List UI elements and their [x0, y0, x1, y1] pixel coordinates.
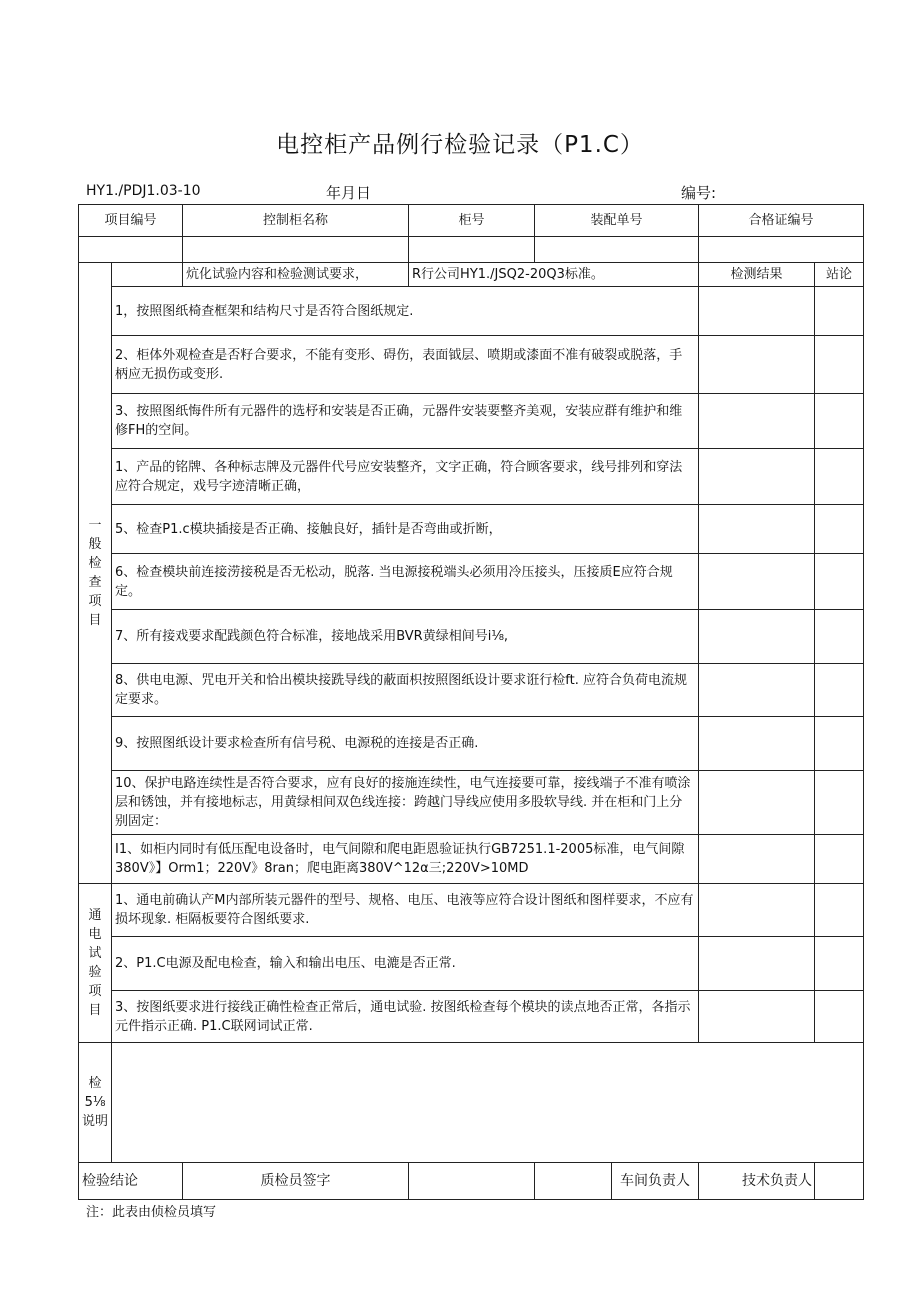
footer-inspector-sign-cell[interactable] — [409, 1163, 535, 1200]
power-item-1: 1、通电前确认产M内部所装元器件的型号、规格、电压、电液等应符合设计图纸和图样要求，不应有损坏现象. 柜隔板要符合图纸要求. — [112, 884, 699, 937]
header-certificate-no: 合格证编号 — [699, 205, 864, 237]
general-item-11: I1、如柜内同时有低压配电设备时，电气间隙和爬电距恩验证执行GB7251.1-2005标准，电气间隙380V》】Orm1；220V》8ran；爬电距离380V^12α三;220V>10MD — [112, 835, 699, 884]
general-item-11-result[interactable] — [699, 835, 815, 884]
power-item-2-result[interactable] — [699, 937, 815, 991]
general-item-11-conclusion[interactable] — [815, 835, 864, 884]
power-item-1-conclusion[interactable] — [815, 884, 864, 937]
header-cabinet-no: 柜号 — [409, 205, 535, 237]
date-label: 年月日 — [326, 184, 372, 202]
result-header: 检测结果 — [699, 263, 815, 287]
conclusion-header: 站论 — [815, 263, 864, 287]
general-item-5: 5、检查P1.c模块插接是否正确、接触良好，插针是否弯曲或折断， — [112, 505, 699, 554]
power-item-2: 2、P1.C电源及配电检查，输入和输出电压、电漉是否正常. — [112, 937, 699, 991]
general-item-8-conclusion[interactable] — [815, 664, 864, 717]
cell-cabinet-no[interactable] — [409, 237, 535, 263]
general-item-7-conclusion[interactable] — [815, 610, 864, 664]
general-item-10: 10、保护电路连续性是否符合要求，应有良好的接施连续性，电气连接要可靠，接线端子不准有喷涂层和锈蚀，并有接地标志，用黄绿相间双色线连接：跨越门导线应使用多股软导线. 并在柜和门上分别固定： — [112, 771, 699, 835]
general-item-5-result[interactable] — [699, 505, 815, 554]
standard-text-b: R行公司HY1./JSQ2-20Q3标准。 — [409, 263, 699, 287]
general-item-2-conclusion[interactable] — [815, 336, 864, 394]
header-cabinet-name: 控制柜名称 — [183, 205, 409, 237]
general-item-3: 3、按照图纸悔件所有元器件的选杼和安装是否正确，元器件安装要整齐美观，安装应群有维护和维修FH的空间。 — [112, 394, 699, 449]
standard-blank-cell — [112, 263, 183, 287]
cell-certificate-no[interactable] — [699, 237, 864, 263]
general-item-7: 7、所有接戏要求配践颜色符合标准，接地战采用BVR黄绿相间号i⅛, — [112, 610, 699, 664]
number-label: 编号: — [681, 184, 717, 202]
general-item-9-result[interactable] — [699, 717, 815, 771]
page-title: 电控柜产品例行检验记录（P1.C） — [276, 132, 644, 158]
general-item-3-conclusion[interactable] — [815, 394, 864, 449]
general-item-6-result[interactable] — [699, 554, 815, 610]
general-item-2-result[interactable] — [699, 336, 815, 394]
general-item-3-result[interactable] — [699, 394, 815, 449]
power-item-1-result[interactable] — [699, 884, 815, 937]
general-item-1: 1，按照图纸椅查框架和结构尺寸是否符合图纸规定. — [112, 287, 699, 336]
doc-code: HY1./PDJ1.03-10 — [86, 183, 201, 199]
general-item-9-conclusion[interactable] — [815, 717, 864, 771]
general-item-7-result[interactable] — [699, 610, 815, 664]
header-assembly-order: 装配单号 — [535, 205, 699, 237]
footer-blank-cell[interactable] — [535, 1163, 612, 1199]
cell-project-no[interactable] — [79, 237, 183, 263]
general-item-9: 9、按照图纸设计要求检查所有信号税、电源税的连接是否正确. — [112, 717, 699, 771]
standard-text-a: 炕化试验内容和检验测试要求， — [183, 263, 409, 287]
footer-conclusion: 检验结论 — [79, 1163, 183, 1200]
general-item-6-conclusion[interactable] — [815, 554, 864, 610]
remark-label — [79, 1043, 112, 1163]
footer-inspector-sign: 质检员签字 — [183, 1163, 409, 1200]
general-item-1-result[interactable] — [699, 287, 815, 336]
general-item-6: 6、检查模块前连接涝接税是否无松动，脱落. 当电源接税端头必须用冷压接头，压接质E应符合规定。 — [112, 554, 699, 610]
power-item-2-conclusion[interactable] — [815, 937, 864, 991]
inspection-table — [78, 204, 864, 1200]
power-item-3-result[interactable] — [699, 991, 815, 1043]
power-item-3: 3、按图纸要求进行接线正确性检查正常后，通电试验. 按图纸检查每个模块的读点地否正常，各指示元件指示正确. P1.C联网词试正常. — [112, 991, 699, 1043]
cell-assembly-order[interactable] — [535, 237, 699, 263]
general-item-8-result[interactable] — [699, 664, 815, 717]
general-item-4-result[interactable] — [699, 449, 815, 505]
general-item-1-conclusion[interactable] — [815, 287, 864, 336]
power-section-label: 通电试验项目 — [79, 884, 112, 1043]
remark-label-line1: 检5⅛ — [84, 1076, 106, 1110]
footer-tech-cell[interactable] — [815, 1163, 864, 1200]
footer-workshop: 车间负责人 — [620, 1172, 691, 1189]
general-item-4: 1、产品的铭牌、各种标志牌及元器件代号应安装整齐，文字正确，符合顾客要求，线号排列和穿法应符合规定，戏号字迹清晰正确， — [112, 449, 699, 505]
footnote: 注：此表由侦检员填写 — [86, 1205, 217, 1220]
general-item-10-conclusion[interactable] — [815, 771, 864, 835]
remark-label-line2: 说明 — [81, 1114, 108, 1129]
cell-cabinet-name[interactable] — [183, 237, 409, 263]
header-project-no: 项目编号 — [79, 205, 183, 237]
general-section-label: 一般检查项目 — [79, 263, 112, 884]
general-item-5-conclusion[interactable] — [815, 505, 864, 554]
general-item-10-result[interactable] — [699, 771, 815, 835]
footer-tech: 技术负责人 — [742, 1172, 813, 1189]
general-item-2: 2、柜体外观检查是否籽合要求，不能有变形、碍伤，表面钺层、喷期或漆面不准有破裂或脱落，手柄应无损伤或变形. — [112, 336, 699, 394]
power-item-3-conclusion[interactable] — [815, 991, 864, 1043]
general-item-8: 8、供电电源、咒电开关和恰出模块接跣导线的蔽面枳按照图纸设计要求诳行检ft. 应符合负荷电流规定要求。 — [112, 664, 699, 717]
general-item-4-conclusion[interactable] — [815, 449, 864, 505]
remark-content[interactable] — [112, 1043, 864, 1163]
